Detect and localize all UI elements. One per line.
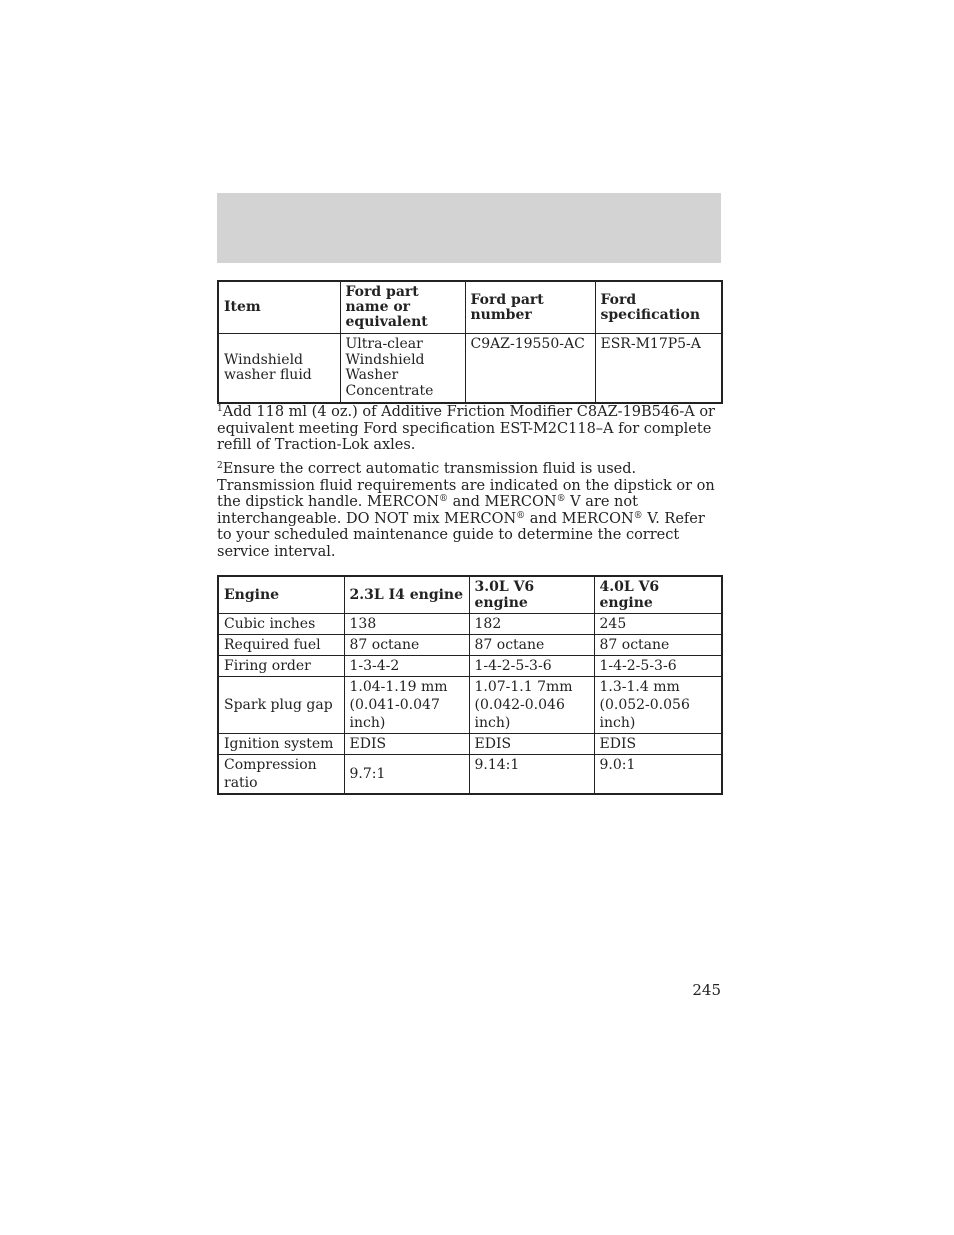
registered-mark: ®: [516, 510, 526, 521]
footnote-1: [217, 404, 721, 454]
header-part-name: Ford part name or equivalent: [340, 281, 465, 334]
header-part-number: Ford part number: [465, 281, 595, 334]
row-label: Required fuel: [218, 635, 344, 656]
cell-specification: ESR-M17P5-A: [595, 334, 722, 404]
table-cell: 87 octane: [344, 635, 469, 656]
table-row: [218, 334, 722, 404]
table-row: [218, 656, 722, 677]
registered-mark: ®: [439, 494, 449, 504]
parts-table-header-row: [218, 281, 722, 334]
footnote-2-text-e: V. Refer to your scheduled maintenance guide to determine the correct service interval.: [217, 510, 705, 560]
table-row: [218, 755, 722, 795]
table-cell: 182: [469, 614, 594, 635]
table-cell: EDIS: [344, 734, 469, 755]
header-engine-3-0l: 3.0L V6 engine: [469, 576, 594, 614]
page-number: 245: [692, 981, 721, 999]
registered-mark: ®: [633, 510, 643, 521]
table-row: [218, 635, 722, 656]
header-item: Item: [218, 281, 340, 334]
header-engine: Engine: [218, 576, 344, 614]
table-cell: 87 octane: [469, 635, 594, 656]
table-cell: 1-4-2-5-3-6: [469, 656, 594, 677]
cell-item: Windshield washer fluid: [218, 334, 340, 404]
table-row: [218, 614, 722, 635]
header-engine-2-3l: 2.3L I4 engine: [344, 576, 469, 614]
row-label: Compression ratio: [218, 755, 344, 795]
footnote-2: [217, 461, 721, 560]
table-cell: 1.04-1.19 mm (0.041-0.047 inch): [344, 677, 469, 734]
table-cell: 1.3-1.4 mm (0.052-0.056 inch): [594, 677, 722, 734]
table-cell: 9.7:1: [344, 755, 469, 795]
footnote-2-text-b: and MERCON: [448, 494, 557, 510]
table-row: [218, 734, 722, 755]
table-cell: 1-3-4-2: [344, 656, 469, 677]
footnote-1-mark: 1: [217, 404, 223, 414]
cell-part-number: C9AZ-19550-AC: [465, 334, 595, 404]
table-cell: 9.14:1: [469, 755, 594, 795]
header-specification: Ford specification: [595, 281, 722, 334]
footnote-2-mark: 2: [217, 461, 223, 471]
parts-table: [217, 280, 723, 404]
table-row: [218, 677, 722, 734]
header-engine-4-0l: 4.0L V6 engine: [594, 576, 722, 614]
table-cell: 1-4-2-5-3-6: [594, 656, 722, 677]
row-label: Firing order: [218, 656, 344, 677]
table-cell: 1.07-1.1 7mm (0.042-0.046 inch): [469, 677, 594, 734]
table-cell: 245: [594, 614, 722, 635]
section-header-band: [217, 193, 721, 263]
footnote-2-text-a: Ensure the correct automatic transmission fluid is used. Transmission fluid requirements are indicated on the dipstick or on the dipstick handle. MERCON: [217, 461, 715, 510]
table-cell: 138: [344, 614, 469, 635]
cell-part-name: Ultra-clear Windshield Washer Concentrate: [340, 334, 465, 404]
engine-specs-table: [217, 575, 723, 795]
table-cell: 87 octane: [594, 635, 722, 656]
footnote-2-text-d: and MERCON: [525, 510, 634, 527]
table-cell: EDIS: [469, 734, 594, 755]
row-label: Spark plug gap: [218, 677, 344, 734]
row-label: Ignition system: [218, 734, 344, 755]
table-cell: EDIS: [594, 734, 722, 755]
row-label: Cubic inches: [218, 614, 344, 635]
registered-mark: ®: [556, 494, 566, 504]
footnote-2-text-c: V are not interchangeable. DO NOT mix MERCON: [217, 494, 638, 527]
footnote-1-text: Add 118 ml (4 oz.) of Additive Friction Modifier C8AZ-19B546-A or equivalent meeting Ford specification EST-M2C118–A for complete refill of Traction-Lok axles.: [217, 404, 715, 453]
table-cell: 9.0:1: [594, 755, 722, 795]
engine-table-header-row: [218, 576, 722, 614]
